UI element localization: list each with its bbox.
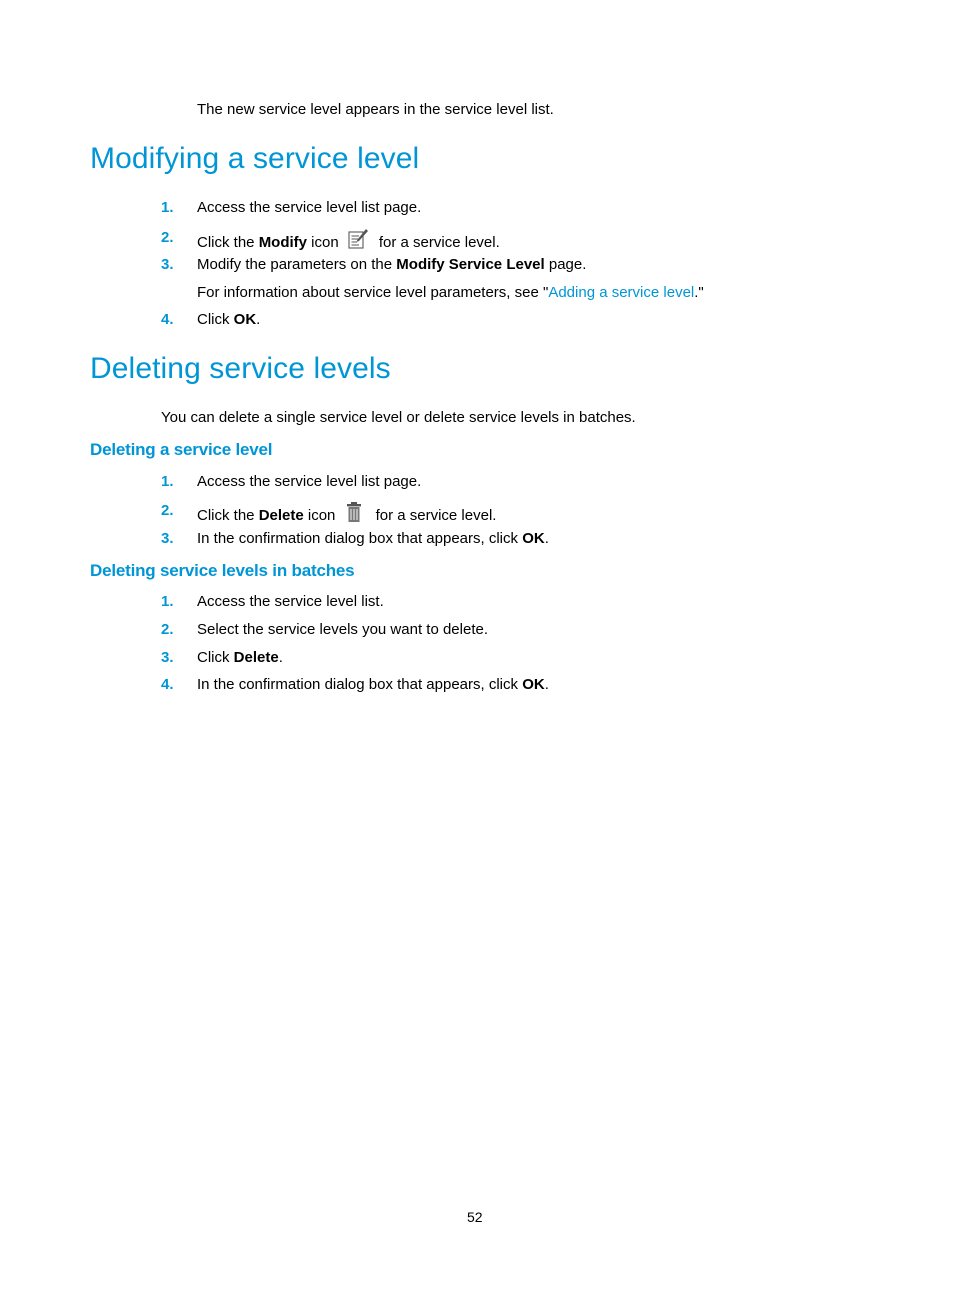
step-note: For information about service level parameters, see "Adding a service level." <box>197 284 704 301</box>
step-number: 2. <box>161 229 174 246</box>
step-text: Select the service levels you want to delete. <box>197 621 488 638</box>
edit-icon <box>347 228 369 250</box>
link-adding-service-level[interactable]: Adding a service level <box>548 284 695 301</box>
step-text: In the confirmation dialog box that appears, click OK. <box>197 676 549 693</box>
step-number: 1. <box>161 473 174 490</box>
ui-term: Delete <box>233 649 279 666</box>
ui-term: OK <box>233 311 257 328</box>
step-number: 4. <box>161 676 174 693</box>
heading-modifying-service-level: Modifying a service level <box>90 142 420 175</box>
heading-deleting-a-service-level: Deleting a service level <box>90 440 273 459</box>
step-text: Access the service level list page. <box>197 473 422 490</box>
ui-term: OK <box>522 530 545 547</box>
step-text: Click the Modify icon for a service level. <box>197 228 500 253</box>
step-number: 3. <box>161 649 174 666</box>
step-text: In the confirmation dialog box that appears, click OK. <box>197 530 549 547</box>
heading-deleting-service-levels: Deleting service levels <box>90 352 391 385</box>
step-number: 2. <box>161 502 174 519</box>
step-number: 3. <box>161 530 174 547</box>
step-text: Click the Delete icon for a service level. <box>197 501 496 526</box>
trash-icon <box>343 501 365 523</box>
heading-deleting-in-batches: Deleting service levels in batches <box>90 561 355 580</box>
ui-term: Delete <box>258 507 304 524</box>
page-number: 52 <box>467 1209 483 1225</box>
step-number: 3. <box>161 256 174 273</box>
step-number: 2. <box>161 621 174 638</box>
step-text: Access the service level list page. <box>197 199 422 216</box>
step-number: 4. <box>161 311 174 328</box>
intro-text: The new service level appears in the service level list. <box>197 101 554 118</box>
step-text: Access the service level list. <box>197 593 384 610</box>
section-intro: You can delete a single service level or delete service levels in batches. <box>161 409 636 426</box>
ui-term: Modify Service Level <box>396 256 545 273</box>
step-number: 1. <box>161 593 174 610</box>
step-text: Modify the parameters on the Modify Service Level page. <box>197 256 587 273</box>
step-number: 1. <box>161 199 174 216</box>
ui-term: OK <box>522 676 545 693</box>
step-text: Click OK. <box>197 311 261 328</box>
step-text: Click Delete. <box>197 649 283 666</box>
ui-term: Modify <box>258 234 308 251</box>
